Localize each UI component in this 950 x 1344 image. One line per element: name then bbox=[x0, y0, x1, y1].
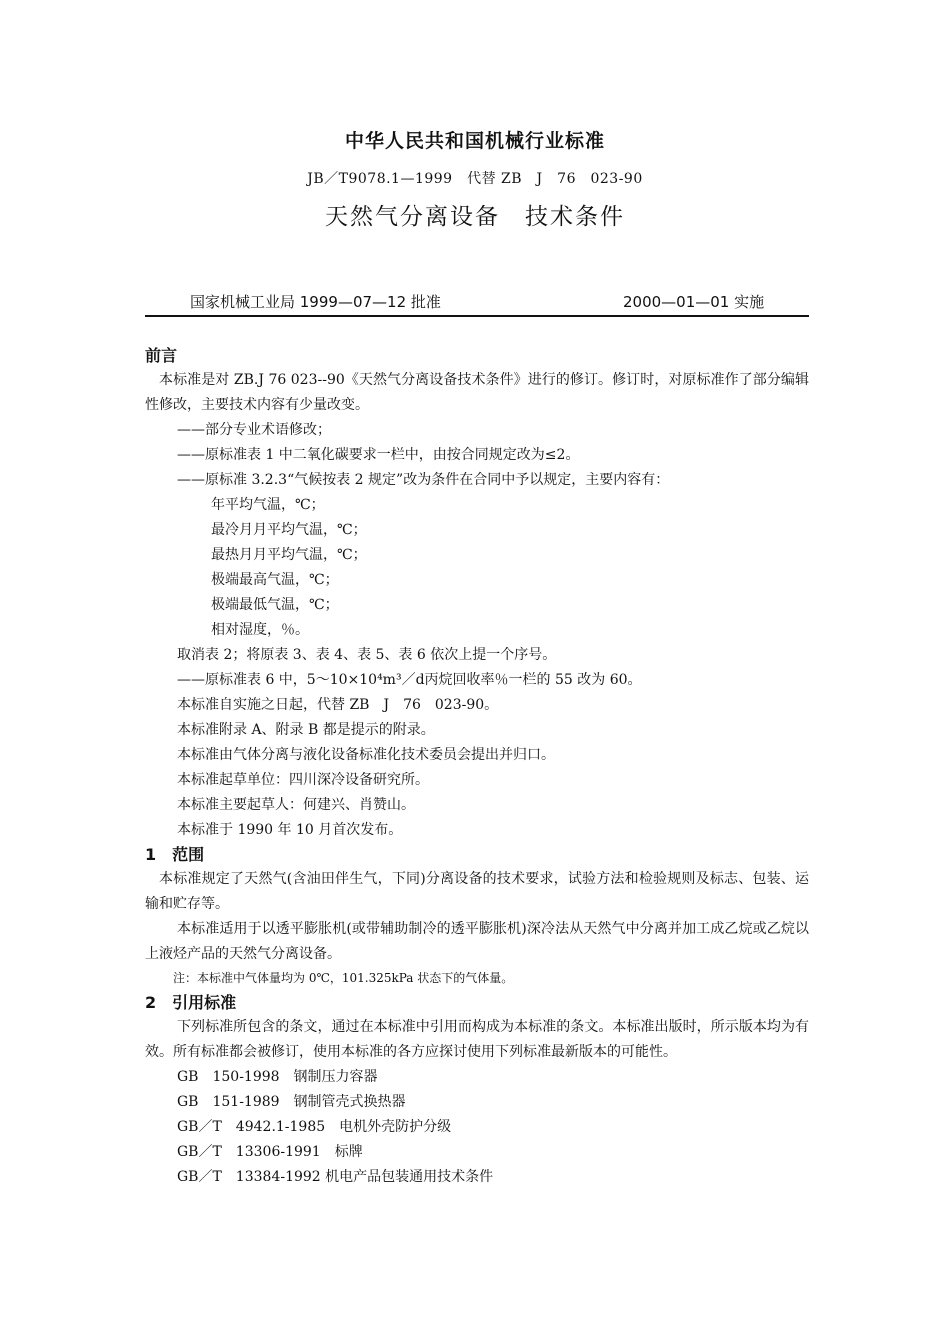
references-heading: 2 引用标准 bbox=[145, 993, 237, 1012]
scope-paragraph: 本标准规定了天然气(含油田伴生气，下同)分离设备的技术要求，试验方法和检验规则及标志、包装、运输和贮存等。 bbox=[145, 871, 809, 912]
approval-date: 国家机械工业局 1999—07—12 批准 bbox=[190, 293, 441, 311]
foreword-line: 本标准附录 A、附录 B 都是提示的附录。 bbox=[177, 722, 435, 738]
foreword-line: 本标准主要起草人：何建兴、肖赞山。 bbox=[177, 797, 415, 813]
reference-standard: GB 150-1998 钢制压力容器 bbox=[177, 1069, 378, 1085]
org-title: 中华人民共和国机械行业标准 bbox=[344, 130, 605, 152]
foreword-line: ——原标准表 6 中，5～10×10⁴m³／d丙烷回收率％一栏的 55 改为 60。 bbox=[177, 672, 642, 688]
climate-item: 最热月月平均气温，℃； bbox=[211, 547, 367, 563]
reference-standard: GB／T 13306-1991 标牌 bbox=[177, 1144, 363, 1160]
references-intro: 下列标准所包含的条文，通过在本标准中引用而构成为本标准的条文。本标准出版时，所示版本均为有效。所有标准都会被修订，使用本标准的各方应探讨使用下列标准最新版本的可能性。 bbox=[145, 1019, 809, 1060]
foreword-intro: 本标准是对 ZB.J 76 023--90《天然气分离设备技术条件》进行的修订。修订时，对原标准作了部分编辑性修改，主要技术内容有少量改变。 bbox=[145, 372, 809, 413]
foreword-line: 本标准于 1990 年 10 月首次发布。 bbox=[177, 822, 403, 838]
header-divider bbox=[145, 315, 809, 317]
standard-code: JB／T9078.1—1999 代替 ZB J 76 023-90 bbox=[307, 171, 643, 187]
climate-item: 极端最高气温，℃； bbox=[211, 572, 339, 588]
document-title: 天然气分离设备 技术条件 bbox=[325, 204, 625, 230]
document-body bbox=[145, 344, 809, 1190]
change-item: ——原标准表 1 中二氧化碳要求一栏中，由按合同规定改为≤2。 bbox=[177, 447, 580, 463]
scope-paragraph: 本标准适用于以透平膨胀机(或带辅助制冷的透平膨胀机)深冷法从天然气中分离并加工成乙烷或乙烷以上液烃产品的天然气分离设备。 bbox=[145, 921, 809, 962]
foreword-line: 本标准自实施之日起，代替 ZB J 76 023-90。 bbox=[177, 697, 499, 713]
reference-standard: GB 151-1989 钢制管壳式换热器 bbox=[177, 1094, 406, 1110]
foreword-line: 本标准起草单位：四川深冷设备研究所。 bbox=[177, 772, 429, 788]
climate-item: 相对湿度，％。 bbox=[211, 622, 309, 638]
reference-standard: GB／T 4942.1-1985 电机外壳防护分级 bbox=[177, 1119, 452, 1135]
climate-item: 极端最低气温，℃； bbox=[211, 597, 339, 613]
scope-heading: 1 范围 bbox=[145, 845, 205, 864]
change-item: ——原标准 3.2.3“气候按表 2 规定”改为条件在合同中予以规定，主要内容有： bbox=[177, 472, 670, 488]
scope-note: 注：本标准中气体量均为 0℃，101.325kPa 状态下的气体量。 bbox=[173, 971, 514, 985]
foreword-line: 取消表 2；将原表 3、表 4、表 5、表 6 依次上提一个序号。 bbox=[177, 647, 557, 663]
foreword-heading: 前言 bbox=[145, 346, 178, 365]
change-item: ——部分专业术语修改； bbox=[177, 422, 331, 438]
implementation-date: 2000—01—01 实施 bbox=[623, 293, 765, 311]
climate-item: 最冷月月平均气温，℃； bbox=[211, 522, 367, 538]
reference-standard: GB／T 13384-1992 机电产品包装通用技术条件 bbox=[177, 1169, 494, 1185]
climate-item: 年平均气温，℃； bbox=[211, 497, 325, 513]
foreword-line: 本标准由气体分离与液化设备标准化技术委员会提出并归口。 bbox=[177, 747, 555, 763]
